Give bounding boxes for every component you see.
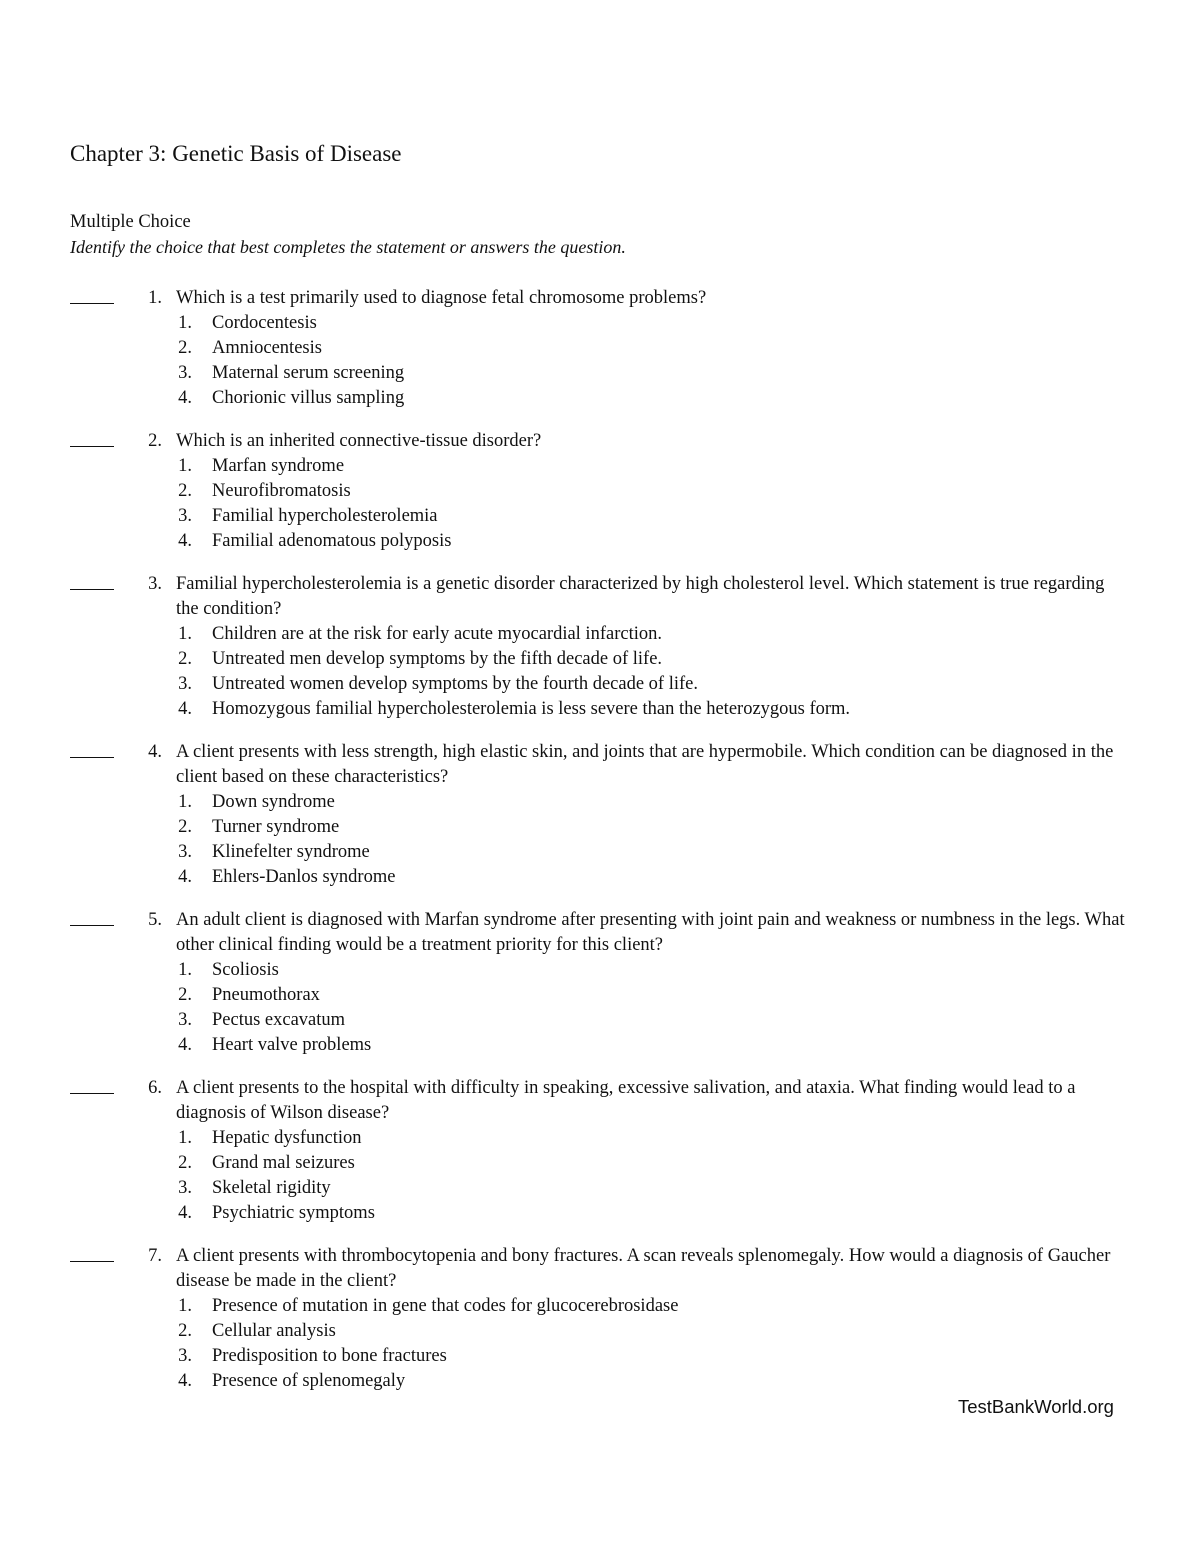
question-item <box>0 908 1200 1058</box>
option-number: 3. <box>178 1010 192 1030</box>
option-text: Untreated men develop symptoms by the fifth decade of life. <box>212 649 663 669</box>
option-text: Skeletal rigidity <box>212 1178 331 1198</box>
answer-option <box>0 454 1200 479</box>
answer-option <box>0 1008 1200 1033</box>
question-text: Which is a test primarily used to diagnose fetal chromosome problems? <box>176 288 707 308</box>
option-text: Homozygous familial hypercholesterolemia is less severe than the heterozygous form. <box>212 699 851 719</box>
question-text: A client presents with thrombocytopenia and bony fractures. A scan reveals splenomegaly. How would a diagnosis of Gaucher disease be made in the client? <box>176 1246 1111 1291</box>
option-number: 4. <box>178 699 192 719</box>
option-number: 4. <box>178 531 192 551</box>
question-text: Which is an inherited connective-tissue disorder? <box>176 431 542 451</box>
option-number: 3. <box>178 842 192 862</box>
answer-option <box>0 1126 1200 1151</box>
option-number: 2. <box>178 338 192 358</box>
option-number: 2. <box>178 817 192 837</box>
option-number: 3. <box>178 506 192 526</box>
answer-option <box>0 311 1200 336</box>
option-number: 4. <box>178 1371 192 1391</box>
option-number: 4. <box>178 388 192 408</box>
answer-option <box>0 983 1200 1008</box>
option-number: 4. <box>178 867 192 887</box>
option-text: Familial adenomatous polyposis <box>212 531 452 551</box>
option-number: 3. <box>178 674 192 694</box>
question-text: An adult client is diagnosed with Marfan syndrome after presenting with joint pain and weakness or numbness in the legs. What other clinical finding would be a treatment priority for this client? <box>176 910 1125 955</box>
answer-blank[interactable] <box>70 908 114 933</box>
question-item <box>0 572 1200 722</box>
option-number: 4. <box>178 1035 192 1055</box>
option-number: 3. <box>178 1178 192 1198</box>
answer-option <box>0 1294 1200 1319</box>
answer-option <box>0 504 1200 529</box>
option-number: 1. <box>178 1128 192 1148</box>
question-number: 5. <box>148 910 162 930</box>
answer-option <box>0 815 1200 840</box>
question-list <box>0 286 1200 1412</box>
option-number: 1. <box>178 313 192 333</box>
answer-blank[interactable] <box>70 572 114 597</box>
question-number: 7. <box>148 1246 162 1266</box>
footer-watermark: TestBankWorld.org <box>958 1396 1114 1417</box>
answer-option <box>0 622 1200 647</box>
option-text: Presence of splenomegaly <box>212 1371 406 1391</box>
option-text: Ehlers-Danlos syndrome <box>212 867 396 887</box>
question-number: 6. <box>148 1078 162 1098</box>
option-text: Scoliosis <box>212 960 279 980</box>
option-number: 1. <box>178 960 192 980</box>
answer-blank[interactable] <box>70 740 114 765</box>
answer-option <box>0 840 1200 865</box>
question-item <box>0 1244 1200 1394</box>
question-number: 4. <box>148 742 162 762</box>
option-text: Cordocentesis <box>212 313 317 333</box>
answer-option <box>0 1319 1200 1344</box>
option-number: 2. <box>178 1321 192 1341</box>
option-text: Chorionic villus sampling <box>212 388 405 408</box>
question-number: 2. <box>148 431 162 451</box>
question-item <box>0 1076 1200 1226</box>
answer-option <box>0 1201 1200 1226</box>
option-number: 4. <box>178 1203 192 1223</box>
option-text: Pneumothorax <box>212 985 320 1005</box>
option-text: Amniocentesis <box>212 338 322 358</box>
option-number: 2. <box>178 481 192 501</box>
section-title: Multiple Choice <box>70 212 191 232</box>
question-item <box>0 740 1200 890</box>
answer-option <box>0 386 1200 411</box>
question-item <box>0 286 1200 411</box>
option-text: Klinefelter syndrome <box>212 842 370 862</box>
question-item <box>0 429 1200 554</box>
answer-blank[interactable] <box>70 429 114 454</box>
answer-blank[interactable] <box>70 1244 114 1269</box>
instructions: Identify the choice that best completes the statement or answers the question. <box>70 237 626 257</box>
answer-option <box>0 1369 1200 1394</box>
option-text: Presence of mutation in gene that codes for glucocerebrosidase <box>212 1296 679 1316</box>
option-number: 3. <box>178 1346 192 1366</box>
option-number: 1. <box>178 1296 192 1316</box>
answer-option <box>0 1151 1200 1176</box>
option-number: 2. <box>178 1153 192 1173</box>
option-text: Untreated women develop symptoms by the fourth decade of life. <box>212 674 698 694</box>
option-text: Down syndrome <box>212 792 335 812</box>
answer-option <box>0 958 1200 983</box>
option-number: 1. <box>178 792 192 812</box>
answer-option <box>0 361 1200 386</box>
question-text: A client presents with less strength, high elastic skin, and joints that are hypermobile. Which condition can be diagnosed in the client based on these characteristics? <box>176 742 1114 787</box>
option-text: Cellular analysis <box>212 1321 336 1341</box>
option-number: 2. <box>178 649 192 669</box>
option-text: Neurofibromatosis <box>212 481 351 501</box>
question-text: A client presents to the hospital with difficulty in speaking, excessive salivation, and ataxia. What finding would lead to a diagnosis of Wilson disease? <box>176 1078 1076 1123</box>
option-text: Turner syndrome <box>212 817 340 837</box>
answer-blank[interactable] <box>70 1076 114 1101</box>
question-number: 3. <box>148 574 162 594</box>
option-text: Marfan syndrome <box>212 456 345 476</box>
option-text: Children are at the risk for early acute myocardial infarction. <box>212 624 662 644</box>
option-number: 1. <box>178 456 192 476</box>
option-text: Hepatic dysfunction <box>212 1128 362 1148</box>
answer-option <box>0 672 1200 697</box>
option-text: Familial hypercholesterolemia <box>212 506 438 526</box>
answer-option <box>0 697 1200 722</box>
answer-blank[interactable] <box>70 286 114 311</box>
answer-option <box>0 479 1200 504</box>
option-text: Pectus excavatum <box>212 1010 346 1030</box>
answer-option <box>0 1344 1200 1369</box>
page-title: Chapter 3: Genetic Basis of Disease <box>70 141 402 166</box>
option-text: Maternal serum screening <box>212 363 405 383</box>
option-text: Psychiatric symptoms <box>212 1203 375 1223</box>
option-number: 3. <box>178 363 192 383</box>
answer-option <box>0 1176 1200 1201</box>
answer-option <box>0 790 1200 815</box>
question-text: Familial hypercholesterolemia is a genetic disorder characterized by high cholesterol level. Which statement is true regarding the condition? <box>176 574 1105 619</box>
answer-option <box>0 529 1200 554</box>
option-text: Predisposition to bone fractures <box>212 1346 447 1366</box>
answer-option <box>0 1033 1200 1058</box>
answer-option <box>0 336 1200 361</box>
option-number: 1. <box>178 624 192 644</box>
answer-option <box>0 647 1200 672</box>
option-number: 2. <box>178 985 192 1005</box>
question-number: 1. <box>148 288 162 308</box>
option-text: Heart valve problems <box>212 1035 372 1055</box>
answer-option <box>0 865 1200 890</box>
option-text: Grand mal seizures <box>212 1153 355 1173</box>
